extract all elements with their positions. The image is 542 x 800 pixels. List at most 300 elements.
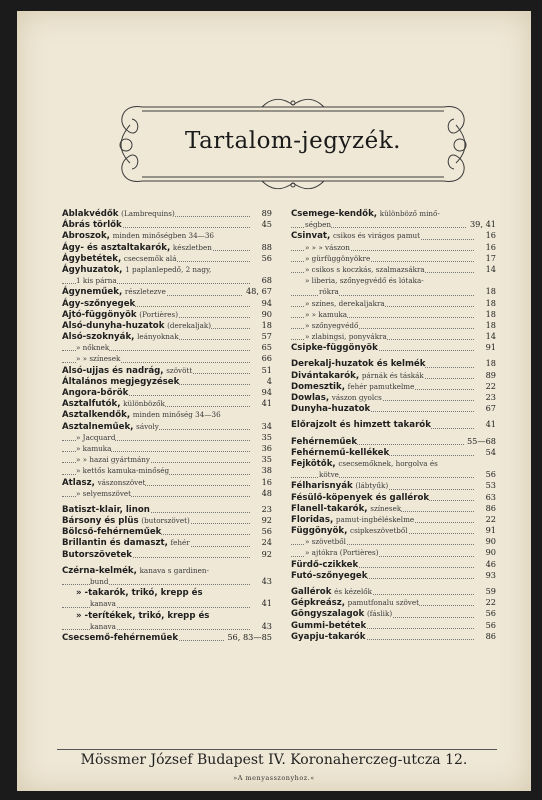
- toc-entry: [291, 447, 496, 458]
- toc-page-number: 24: [259, 537, 272, 548]
- toc-entry-text: [305, 298, 385, 308]
- toc-entry-text: [62, 477, 145, 487]
- toc-entry: [291, 458, 496, 469]
- toc-page-number: 57: [259, 331, 272, 342]
- toc-entry-text: [291, 503, 401, 513]
- toc-entry-text: [305, 242, 350, 252]
- toc-entry-title: Divántakarók,: [291, 370, 360, 381]
- toc-entry-desc: minden minőség 34—36: [132, 410, 221, 420]
- catalog-page: [17, 11, 531, 791]
- toc-entry-desc: » » hazai gyártmány: [76, 455, 150, 465]
- toc-entry-desc: (Lambrequins): [121, 209, 175, 218]
- toc-entry-title: Atlasz,: [62, 477, 95, 488]
- toc-page-number: 4: [264, 376, 272, 387]
- toc-entry: [291, 230, 496, 241]
- toc-entry-text: [305, 219, 331, 229]
- toc-entry: [291, 286, 496, 297]
- toc-entry-text: [62, 504, 150, 514]
- toc-page-number: 56: [483, 620, 496, 631]
- toc-entry-text: [305, 320, 358, 330]
- toc-page-number: 90: [483, 536, 496, 547]
- toc-entry-title: Fürdő-czikkek: [291, 559, 359, 570]
- toc-entry-desc: szövött: [166, 365, 193, 375]
- toc-page-number: 23: [483, 392, 496, 403]
- toc-entry-desc: » szövetből: [305, 537, 346, 547]
- toc-entry-desc: pamutfonalu szövet: [347, 598, 420, 608]
- toc-entry-text: [291, 492, 429, 502]
- toc-page-number: 36: [259, 443, 272, 454]
- toc-entry-desc: fehér: [170, 538, 190, 548]
- toc-entry: [291, 309, 496, 320]
- toc-entry-desc: » » színesek: [76, 354, 121, 364]
- toc-entry-text: [305, 309, 347, 319]
- toc-entry-title: Dowlas,: [291, 393, 330, 403]
- toc-entry-text: [76, 610, 209, 620]
- toc-entry-desc: » szőnyegvédő: [305, 320, 359, 330]
- toc-entry: [291, 320, 496, 331]
- toc-entry: [291, 298, 496, 309]
- toc-entry-title: Czérna-kelmék,: [62, 565, 137, 576]
- toc-entry-title: Ajtó-függönyök: [62, 309, 137, 320]
- toc-entry-title: Ágybetétek,: [62, 253, 122, 264]
- toc-entry-text: [291, 631, 366, 641]
- toc-entry: [291, 370, 496, 381]
- toc-entry-title: Gallérok: [291, 587, 332, 597]
- toc-entry: [291, 620, 496, 631]
- toc-entry-desc: 1 kis párna: [76, 276, 117, 286]
- toc-entry-text: [62, 549, 132, 559]
- toc-page-number: 86: [483, 503, 496, 514]
- toc-page-number: 18: [483, 286, 496, 297]
- toc-entry-title: Alsó-dunyha-huzatok: [62, 320, 165, 331]
- toc-entry: [291, 492, 496, 503]
- toc-page-number: 22: [483, 597, 496, 608]
- toc-entry-title: Abroszok,: [62, 231, 110, 242]
- toc-entry-text: [291, 559, 358, 569]
- toc-entry-title: Bölcső-fehérneműek: [62, 527, 162, 538]
- toc-page-number: 45: [259, 219, 272, 230]
- toc-page-number: 51: [259, 365, 272, 376]
- toc-entry-title: Csemege-kendők,: [291, 209, 378, 219]
- toc-entry-desc: » » kamuka: [305, 309, 348, 319]
- toc-entry: [291, 242, 496, 253]
- toc-entry: [62, 598, 272, 609]
- toc-entry-title: Függönyök,: [291, 526, 348, 537]
- toc-page-number: 14: [483, 331, 496, 342]
- toc-entry-title: Alsó-ujjas és nadrág,: [62, 365, 164, 376]
- toc-entry-title: Ábrás törlők: [62, 220, 122, 231]
- toc-entry-text: [62, 421, 159, 431]
- toc-entry: [291, 264, 496, 275]
- toc-entry: [291, 597, 496, 608]
- toc-page-number: 16: [483, 242, 496, 253]
- toc-entry-text: [62, 331, 179, 341]
- toc-page-number: 68: [259, 275, 272, 286]
- toc-entry: [62, 454, 272, 465]
- toc-entry-title: Futó-szőnyegek: [291, 570, 368, 581]
- toc-entry-desc: (fáslik): [366, 609, 393, 619]
- toc-entry: [62, 208, 272, 219]
- toc-entry-desc: bund: [90, 577, 109, 586]
- toc-entry: [291, 547, 496, 558]
- toc-entry-desc: készletben: [172, 242, 212, 252]
- toc-entry-title: Batiszt-klair, linon: [62, 504, 150, 515]
- toc-entry-title: Előrajzolt és himzett takarók: [291, 420, 431, 431]
- toc-entry-desc: » Jacquard: [76, 432, 116, 442]
- toc-entry-title: Floridas,: [291, 514, 334, 525]
- toc-entry-text: [291, 586, 372, 596]
- toc-entry-text: [62, 376, 179, 386]
- toc-entry: [291, 253, 496, 264]
- toc-entry-text: [76, 587, 203, 597]
- toc-entry: [62, 632, 272, 643]
- toc-entry: [62, 432, 272, 443]
- toc-entry: [62, 465, 272, 476]
- toc-entry-text: [62, 309, 178, 319]
- toc-entry: [62, 537, 272, 548]
- toc-entry: [291, 358, 496, 369]
- toc-entry-desc: fehér pamutkelme: [347, 381, 415, 391]
- toc-page-number: 18: [483, 309, 496, 320]
- toc-entry-text: [319, 286, 339, 296]
- title-ornament-frame: [112, 95, 474, 193]
- toc-entry-desc: sávoly: [136, 421, 159, 431]
- footer-divider: [57, 749, 497, 750]
- toc-page-number: 22: [483, 514, 496, 525]
- toc-entry-text: [291, 458, 438, 468]
- toc-entry-text: [62, 537, 190, 547]
- toc-entry-text: [291, 480, 388, 490]
- toc-entry-desc: (lábtyűk): [355, 481, 389, 491]
- toc-page-number: 56: [259, 526, 272, 537]
- toc-entry-desc: különbözők: [123, 399, 165, 409]
- toc-entry-desc: csipkeszövetből: [350, 526, 408, 536]
- toc-entry-text: [62, 515, 190, 525]
- toc-entry-desc: vászonszövet: [97, 477, 146, 487]
- toc-entry-text: [62, 409, 221, 419]
- toc-page-number: 55—68: [464, 436, 496, 447]
- toc-entry-title: Flanell-takarók,: [291, 503, 368, 514]
- toc-entry: [291, 559, 496, 570]
- toc-entry-desc: kanava: [90, 621, 116, 631]
- toc-entry-desc: részletezve: [124, 287, 166, 297]
- toc-entry-title: Ágy- és asztaltakarók,: [62, 242, 171, 253]
- toc-entry-text: [319, 469, 339, 479]
- toc-entry-text: [305, 275, 424, 285]
- toc-entry: [291, 419, 496, 430]
- toc-page-number: 17: [483, 253, 496, 264]
- toc-entry-text: [62, 387, 128, 397]
- toc-page-number: 43: [259, 621, 272, 632]
- toc-entry-text: [62, 230, 214, 240]
- toc-page-number: 91: [483, 342, 496, 353]
- toc-entry-title: Göngyszalagok: [291, 609, 365, 620]
- toc-entry-desc: » csikos s koczkás, szalmazsákra: [305, 264, 425, 274]
- toc-page-number: 14: [483, 264, 496, 275]
- toc-entry-text: [291, 597, 419, 607]
- toc-entry-title: Brillantin és damaszt,: [62, 538, 168, 549]
- toc-entry-desc: » -takarók, trikó, krepp és: [76, 588, 203, 599]
- toc-page-number: 16: [259, 477, 272, 488]
- toc-entry: [291, 436, 496, 447]
- toc-entry-desc: csecsemőknek, horgolva és: [338, 458, 438, 468]
- toc-entry: [62, 526, 272, 537]
- toc-entry-text: [291, 620, 366, 630]
- toc-entry-title: Félharisnyák: [291, 481, 353, 492]
- toc-entry-text: [76, 353, 120, 363]
- toc-entry-title: Asztalkendők,: [62, 410, 131, 421]
- toc-entry-desc: » gürfüggönyökre: [305, 253, 371, 263]
- toc-page-number: 89: [483, 370, 496, 381]
- toc-page-number: 90: [259, 309, 272, 320]
- toc-entry: [62, 298, 272, 309]
- toc-entry: [62, 576, 272, 587]
- toc-page-number: 54: [483, 447, 496, 458]
- toc-entry-title: Ablakvédők: [62, 209, 119, 219]
- toc-entry-desc: » nőknek: [76, 343, 110, 353]
- toc-page-number: 18: [483, 298, 496, 309]
- toc-entry-desc: » selyemszövet: [76, 488, 132, 498]
- toc-entry: [62, 409, 272, 420]
- toc-page-number: 16: [483, 230, 496, 241]
- toc-page-number: 66: [259, 353, 272, 364]
- toc-entry-desc: minden minőségben 34—36: [112, 231, 214, 241]
- toc-entry-text: [291, 525, 408, 535]
- toc-entry: [62, 587, 272, 598]
- toc-entry-title: Dunyha-huzatok: [291, 404, 371, 415]
- toc-entry-title: Domesztik,: [291, 381, 345, 392]
- toc-entry-title: Derekalj-huzatok és kelmék: [291, 359, 426, 370]
- toc-entry: [62, 331, 272, 342]
- toc-entry-text: [291, 358, 425, 368]
- toc-entry-text: [76, 465, 169, 475]
- toc-entry-title: Gépkreász,: [291, 598, 345, 609]
- toc-page-number: 35: [259, 454, 272, 465]
- toc-page-number: 59: [483, 586, 496, 597]
- toc-entry-desc: és kézelők: [334, 587, 372, 596]
- toc-page-number: 94: [259, 387, 272, 398]
- toc-entry-desc: vászon gyolcs: [331, 393, 382, 402]
- toc-entry-title: Asztalfutók,: [62, 399, 121, 410]
- toc-page-number: 92: [259, 549, 272, 560]
- toc-page-number: 56: [483, 469, 496, 480]
- toc-entry-desc: (derekaljak): [167, 320, 212, 330]
- toc-entry-text: [76, 443, 111, 453]
- toc-entry: [62, 342, 272, 353]
- toc-entry-title: Gyapju-takarók: [291, 631, 366, 642]
- toc-entry-desc: » kettős kamuka-minőség: [76, 466, 170, 476]
- toc-entry: [62, 230, 272, 241]
- toc-entry-desc: » színes, derekaljakra: [305, 298, 385, 308]
- toc-entry: [291, 570, 496, 581]
- toc-entry-text: [62, 565, 209, 575]
- toc-page-number: 18: [483, 358, 496, 369]
- toc-entry: [291, 275, 496, 286]
- toc-entry: [291, 403, 496, 414]
- toc-page-number: 56: [483, 608, 496, 619]
- toc-entry: [291, 608, 496, 619]
- toc-entry: [62, 610, 272, 621]
- toc-entry-desc: kanava s gardinen-: [139, 565, 209, 575]
- toc-entry-title: Általános megjegyzések: [62, 376, 180, 387]
- toc-page-number: 18: [259, 320, 272, 331]
- toc-entry: [62, 515, 272, 526]
- toc-entry: [291, 480, 496, 491]
- toc-entry: [62, 443, 272, 454]
- toc-entry-desc: csikos és virágos pamut: [332, 231, 421, 241]
- toc-right-column: [291, 208, 496, 642]
- toc-entry-text: [305, 264, 425, 274]
- toc-entry-text: [62, 219, 122, 229]
- toc-entry: [291, 469, 496, 480]
- toc-page-number: 88: [259, 242, 272, 253]
- toc-entry-title: Csecsemő-fehérneműek: [62, 632, 179, 643]
- toc-entry-text: [291, 436, 357, 446]
- toc-entry-text: [76, 488, 131, 498]
- toc-page-number: 86: [483, 631, 496, 642]
- toc-entry: [62, 286, 272, 297]
- toc-entry: [62, 320, 272, 331]
- toc-entry-text: [305, 536, 346, 546]
- toc-entry-desc: színesek: [370, 503, 402, 513]
- toc-entry-text: [90, 576, 108, 586]
- toc-entry: [291, 381, 496, 392]
- toc-entry-text: [76, 275, 117, 285]
- toc-entry: [62, 398, 272, 409]
- toc-entry: [62, 242, 272, 253]
- toc-page-number: 41: [259, 598, 272, 609]
- toc-entry-desc: leányoknak: [137, 332, 179, 342]
- toc-page-number: 35: [259, 432, 272, 443]
- toc-page-number: 63: [483, 492, 496, 503]
- toc-entry-text: [291, 370, 424, 380]
- toc-entry-title: Angora-bőrök: [62, 388, 129, 398]
- toc-entry-text: [62, 208, 175, 218]
- toc-entry-text: [291, 230, 420, 240]
- toc-entry-text: [291, 381, 414, 391]
- toc-entry-text: [62, 286, 166, 296]
- toc-entry-desc: » ajtókra (Portières): [305, 548, 379, 558]
- toc-entry: [291, 392, 496, 403]
- toc-page-number: 39, 41: [467, 219, 496, 230]
- toc-entry-title: Ágy-szőnyegek: [62, 298, 136, 309]
- toc-entry-text: [291, 514, 414, 524]
- toc-entry-title: Fehérneműek: [291, 436, 358, 447]
- toc-entry: [291, 208, 496, 219]
- page-title: Tartalom-jegyzék.: [185, 128, 401, 154]
- toc-entry: [62, 253, 272, 264]
- toc-entry: [291, 631, 496, 642]
- toc-entry-title: Bársony és plüs: [62, 516, 139, 527]
- toc-entry-desc: kanava: [90, 599, 116, 609]
- toc-entry-text: [62, 365, 192, 375]
- toc-entry-text: [62, 398, 165, 408]
- toc-entry: [62, 219, 272, 230]
- toc-entry: [62, 488, 272, 499]
- toc-entry: [291, 219, 496, 230]
- toc-entry-title: Fésülő-köpenyek és gallérok: [291, 492, 430, 503]
- toc-entry-text: [62, 298, 135, 308]
- toc-entry: [62, 621, 272, 632]
- toc-entry-title: Asztalneműek,: [62, 421, 134, 432]
- toc-entry-text: [90, 621, 116, 631]
- toc-entry-desc: (Portières): [139, 309, 178, 319]
- toc-entry-desc: » » » vászon: [305, 242, 350, 252]
- toc-page-number: 22: [483, 381, 496, 392]
- toc-entry: [291, 331, 496, 342]
- toc-page-number: 91: [483, 525, 496, 536]
- toc-entry: [62, 504, 272, 515]
- toc-entry: [291, 586, 496, 597]
- toc-page-number: 41: [483, 419, 496, 430]
- toc-page-number: 18: [483, 320, 496, 331]
- toc-entry: [62, 549, 272, 560]
- toc-entry: [291, 525, 496, 536]
- toc-entry-text: [291, 342, 378, 352]
- toc-entry: [62, 421, 272, 432]
- toc-entry-title: Alsó-szoknyák,: [62, 332, 135, 343]
- toc-entry-desc: » kamuka: [76, 443, 112, 453]
- toc-entry-text: [62, 264, 211, 274]
- toc-entry-desc: rókra: [319, 287, 339, 297]
- toc-entry-desc: 1 paplanlepedő, 2 nagy,: [125, 264, 212, 274]
- toc-entry-text: [62, 242, 212, 252]
- toc-entry-desc: (butorszövet): [141, 516, 190, 526]
- toc-entry: [291, 514, 496, 525]
- toc-entry-desc: pamut-ingbéléskelme: [335, 514, 415, 524]
- toc-entry: [291, 342, 496, 353]
- toc-entry-title: Ágyhuzatok,: [62, 264, 123, 275]
- toc-entry: [62, 365, 272, 376]
- toc-entry-text: [62, 253, 177, 263]
- toc-entry-title: Butorszövetek: [62, 549, 133, 560]
- toc-entry-desc: » -terítékek, trikó, krepp és: [76, 610, 210, 621]
- toc-page-number: 94: [259, 298, 272, 309]
- toc-entry-title: Ágyneműek,: [62, 287, 123, 298]
- toc-page-number: 34: [259, 421, 272, 432]
- toc-entry: [291, 536, 496, 547]
- toc-entry: [62, 264, 272, 275]
- toc-entry-desc: » liberia, szőnyegvédő és lótaka-: [305, 276, 424, 286]
- toc-entry-text: [62, 632, 178, 642]
- toc-page-number: 46: [483, 559, 496, 570]
- toc-page-number: 93: [483, 570, 496, 581]
- toc-entry-title: Csipke-függönyök: [291, 343, 378, 354]
- toc-page-number: 67: [483, 403, 496, 414]
- toc-entry: [62, 309, 272, 320]
- toc-page-number: 48, 67: [243, 286, 272, 297]
- toc-entry: [62, 477, 272, 488]
- toc-entry-desc: kötve: [319, 470, 339, 480]
- toc-entry-desc: párnák és táskák: [361, 370, 424, 380]
- toc-entry-text: [62, 320, 211, 330]
- toc-entry-text: [291, 447, 389, 457]
- toc-entry-text: [291, 403, 370, 413]
- toc-page-number: 41: [259, 398, 272, 409]
- toc-page-number: 53: [483, 480, 496, 491]
- toc-page-number: 56, 83—85: [224, 632, 272, 643]
- toc-entry: [62, 353, 272, 364]
- toc-entry: [62, 387, 272, 398]
- toc-page-number: 89: [259, 208, 272, 219]
- toc-entry-title: Fehérnemű-kellékek: [291, 447, 390, 458]
- toc-entry: [62, 376, 272, 387]
- toc-entry-desc: ségben: [305, 220, 332, 230]
- toc-page-number: 65: [259, 342, 272, 353]
- toc-page-number: 48: [259, 488, 272, 499]
- toc-entry-text: [305, 253, 370, 263]
- toc-entry-text: [291, 208, 440, 218]
